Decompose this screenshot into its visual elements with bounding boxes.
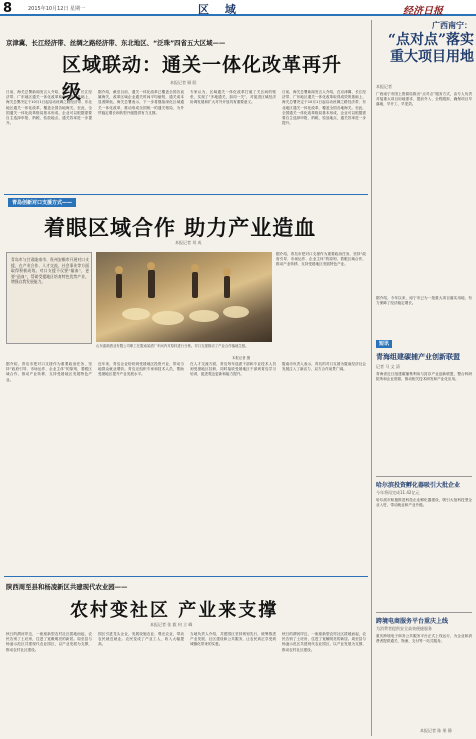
bottling-line-illustration [96,252,272,342]
story2-byline: 本报记者 刘 成 [175,240,202,245]
story1-col4: 日前，海关总署新闻发言人介绍，在京津冀、长江经济带、广东地区通关一体化改革取得成效的基础上，海关总署决定于10月1日起启动丝绸之路经济带、东北地区通关一体化改革，覆盖全国各地海关。至此，全国通关一体化改革格局基本形成，企业可以根据需要自主选择申报、纳税、验放地点，通关效率进一步提升。 [282,90,366,126]
story2-photo [96,252,272,342]
story1-byline: 本报记者 顾 阳 [170,80,197,85]
story3-col4: 秋日的渭河岸边，一座座新型农村社区拔地而起，农民告别了土坯房，住进了宽敞明亮的新居。周至县与杨凌示范区共建现代农业园区，以产业发展为支撑，推动农村社区建设。 [282,632,366,652]
item3-sub: 为消费者提供安全高效便捷服务 [376,626,432,631]
sidebar-divider [371,20,372,736]
news-tag: 短讯 [376,340,392,348]
story3-col1: 秋日的渭河岸边，一座座新型农村社区拔地而起，农民告别了土坯房，住进了宽敞明亮的新居。周至县与杨凌示范区共建现代农业园区，以产业发展为支撑，推动农村社区建设。 [6,632,92,652]
issue-date: 2015年10月12日 星期一 [28,6,86,12]
story3-col3: 当地负责人介绍，共建园区坚持规划先行，统筹推进产业发展、社区建设和公共服务，让农民真正享受到城镇化带来的实惠。 [190,632,276,647]
story2-col-right: 据介绍，青岛市把对口支援作为重要政治任务，坚持“政府引导、市场运作、企业主体”的原则，着眼区域合作，推动产业转移，支持受援地区发展特色产业。 [276,252,366,267]
story1-col2: 据介绍，截至目前，通关一体化改革已覆盖全国各直属海关，改革区域企业通关时间平均缩短，通关成本显著降低。海关总署表示，下一步将继续深化区域通关一体化改革，推动形成全国统一的通关格局，为外贸稳定增长和转型升级提供有力支撑。 [98,90,184,115]
story1-kicker: 京津冀、长江经济带、丝绸之路经济带、东北地区、“泛珠”四省五大区域—— [6,39,226,47]
story3-kicker: 陕西周至县和杨凌新区共建现代农业园—— [6,583,128,591]
sidebar-byline: 本报记者 [376,84,392,89]
item2-title: 哈尔滨投资孵化器吸引大批企业 [376,482,461,489]
story1-col1: 日前，海关总署新闻发言人介绍，在京津冀、长江经济带、广东地区通关一体化改革取得成效的基础上，海关总署决定于10月1日起启动丝绸之路经济带、东北地区通关一体化改革，覆盖全国各地海关。至此，全国通关一体化改革格局基本形成，企业可以根据需要自主选择申报、纳税、验放地点，通关效率进一步提升。 [6,90,92,126]
page-number: 8 [3,1,13,16]
story2-col3: 在人才交流方面，青岛每年选派干部和专业技术人员到受援地区挂职，同时接收受援地区干部到青岛学习培训，促进观念更新和能力提升。 [190,362,276,377]
story2-quote: 青岛市与甘肃陇南市、贵州安顺市开展对口支援，在产业合作、人才交流、社会事业等方面取得积极成效。对口支援不仅要“输血”，更要“造血”，帮助受援地区培育特色优势产业，增强自我发展能力。 [11,257,89,285]
item3-body: 重庆跨境电子商务公共服务平台正式上线运行，为企业和消费者提供通关、物流、支付等一站式服务。 [376,634,472,644]
story2-col2: 近年来，青岛企业纷纷到受援地区投资兴业，带动当地群众就业增收。青岛还组织专家和技术人员，帮助受援地区提升产业发展水平。 [98,362,184,377]
sidebar-divider-2 [376,476,472,477]
story2-photo-credit: 本报记者 摄 [232,356,251,360]
sidebar-body2: 据介绍，今年以来，南宁市已为一批重大项目落实用地，有力保障了经济稳定增长。 [376,296,472,306]
story2-tag: 青岛创新对口支援方式—— [8,198,76,207]
story1-headline: 区域联动：通关一体化改革再升级 [62,54,343,103]
story3-col2: 园区引进龙头企业，发展设施农业、观光农业，带动农民就近就业。农民变成了产业工人，收入大幅提高。 [98,632,184,647]
sidebar-body1: 广西南宁市国土资源局推出“点对点”服务方式，由专人负责对接重大项目用地需求，提前介入、全程跟踪，确保项目早落地、早开工、早见效。 [376,92,472,107]
sidebar-title: “点对点”落实重大项目用地 [387,32,474,65]
sidebar-divider-3 [376,612,472,613]
item1-title: 青海组建碳捕产业创新联盟 [376,353,460,361]
item2-sub: 今年将再完成11.42亿元 [376,490,420,495]
story2-quote-box [6,252,92,344]
item1-byline: 记者 马 文 清 [376,364,400,369]
story2-headline: 着眼区域合作 助力产业造血 [44,215,317,240]
newspaper-logo: 经济日报 [403,6,443,17]
item2-body: 哈尔滨市积极推进科技企业孵化器建设，吸引大批科技型企业入驻，带动就业和产业升级。 [376,498,472,508]
story2-col4: 陇南市负责人表示，青岛的对口支援为陇南经济社会发展注入了新活力，双方合作前景广阔。 [282,362,366,372]
divider-1 [4,194,368,195]
story1-col3: 专家认为，区域通关一体化改革打破了关区间的壁垒，实现了“多地通关，如同一关”，对促进区域经济协调发展和扩大对外开放具有重要意义。 [190,90,276,105]
section-title: 区 域 [198,3,242,16]
item3-title: 跨境电商服务平台重庆上线 [376,618,449,625]
story3-byline: 本报记者 张 毅 何 立 峰 [150,622,193,627]
story2-col1: 据介绍，青岛市把对口支援作为重要政治任务，坚持“政府引导、市场运作、企业主体”的原则，着眼区域合作，推动产业转移，支持受援地区发展特色产业。 [6,362,92,382]
story3-headline: 农村变社区 产业来支撑 [70,600,279,621]
sidebar-credit: 本报记者 陈 果 静 [420,728,452,733]
item1-body: 青海省近日组建碳捕集利用与封存产业创新联盟，整合科研院所和企业资源，推动相关技术研发和产业化应用。 [376,372,472,382]
sidebar-tag: 广西南宁： [432,20,472,30]
divider-2 [4,576,368,577]
story2-photo-caption: 山东嘉源酒业有限公司职工在陇南某酒厂车间内对原料进行分拣。对口支援推动了产业合作落地生根。 [96,344,249,348]
